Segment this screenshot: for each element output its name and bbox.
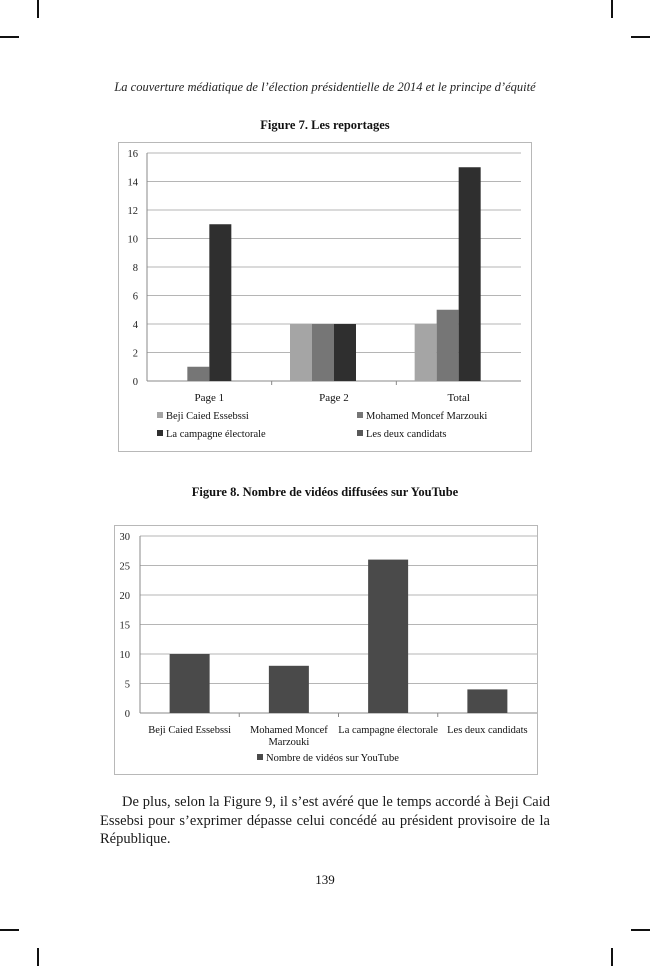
- y-tick-label: 30: [119, 532, 130, 543]
- y-tick-label: 0: [124, 709, 130, 720]
- y-tick-label: 14: [127, 177, 138, 189]
- y-tick-label: 15: [119, 620, 130, 632]
- crop-mark-top-left-h: [0, 36, 19, 38]
- bar-marzouki: [437, 310, 459, 381]
- y-tick-label: 0: [132, 377, 138, 388]
- x-tick-label: Page 1: [194, 392, 225, 404]
- crop-mark-top-left-v: [37, 0, 39, 18]
- x-tick-label: Marzouki: [268, 737, 310, 748]
- body-paragraph: [100, 793, 550, 849]
- x-tick-label: La campagne électorale: [338, 725, 438, 736]
- legend-label: Les deux candidats: [366, 429, 447, 440]
- y-tick-label: 10: [119, 650, 130, 661]
- y-tick-label: 20: [119, 591, 130, 602]
- y-tick-label: 25: [119, 561, 130, 573]
- crop-mark-bottom-left-v: [37, 948, 39, 966]
- bar-youtube: [269, 666, 309, 713]
- bar-marzouki: [312, 324, 334, 381]
- bar-marzouki: [187, 367, 209, 381]
- legend-label: Nombre de vidéos sur YouTube: [266, 753, 399, 764]
- bar-beji: [415, 324, 437, 381]
- y-tick-label: 4: [132, 320, 138, 331]
- figure7-chart: [119, 143, 531, 451]
- crop-mark-top-right-v: [611, 0, 613, 18]
- x-tick-label: Total: [447, 392, 470, 404]
- bar-youtube: [368, 560, 408, 713]
- figure7-chart-frame: [118, 142, 532, 452]
- crop-mark-bottom-right-v: [611, 948, 613, 966]
- page-number: 139: [315, 872, 335, 887]
- figure8-chart-frame: [114, 525, 538, 775]
- crop-mark-bottom-right-h: [631, 929, 650, 931]
- running-head: La couverture médiatique de l’élection présidentielle de 2014 et le principe d’équité: [114, 80, 536, 94]
- y-tick-label: 12: [127, 206, 138, 217]
- paragraph-text: De plus, selon la Figure 9, il s’est avéré que le temps accordé à Beji Caid Essebsi pour s’exprimer dépasse celui concédé au président provisoire de la République.: [100, 794, 550, 847]
- legend-label: Mohamed Moncef Marzouki: [366, 411, 488, 422]
- figure8-title: Figure 8. Nombre de vidéos diffusées sur YouTube: [191, 485, 459, 499]
- y-tick-label: 2: [132, 348, 138, 360]
- legend-label: Beji Caied Essebssi: [166, 411, 249, 422]
- x-tick-label: Les deux candidats: [447, 725, 528, 736]
- legend-swatch: [357, 412, 363, 418]
- y-tick-label: 8: [132, 263, 138, 274]
- legend-label: La campagne électorale: [166, 429, 266, 440]
- bar-campagne: [459, 167, 481, 381]
- crop-mark-top-right-h: [631, 36, 650, 38]
- figure8-chart: [115, 526, 537, 774]
- bar-beji: [290, 324, 312, 381]
- x-tick-label: Beji Caied Essebssi: [148, 725, 232, 736]
- bar-campagne: [334, 324, 356, 381]
- figure7-title: Figure 7. Les reportages: [260, 118, 390, 132]
- y-tick-label: 10: [127, 234, 138, 246]
- legend-swatch: [257, 754, 263, 760]
- bar-campagne: [209, 224, 231, 381]
- y-tick-label: 6: [132, 291, 138, 303]
- legend-swatch: [357, 430, 363, 436]
- y-tick-label: 5: [124, 679, 130, 691]
- bar-youtube: [170, 654, 210, 713]
- legend-swatch: [157, 412, 163, 418]
- x-tick-label: Page 2: [319, 392, 349, 404]
- legend-swatch: [157, 430, 163, 436]
- crop-mark-bottom-left-h: [0, 929, 19, 931]
- bar-youtube: [467, 689, 507, 713]
- y-tick-label: 16: [127, 149, 138, 160]
- x-tick-label: Mohamed Moncef: [249, 725, 328, 736]
